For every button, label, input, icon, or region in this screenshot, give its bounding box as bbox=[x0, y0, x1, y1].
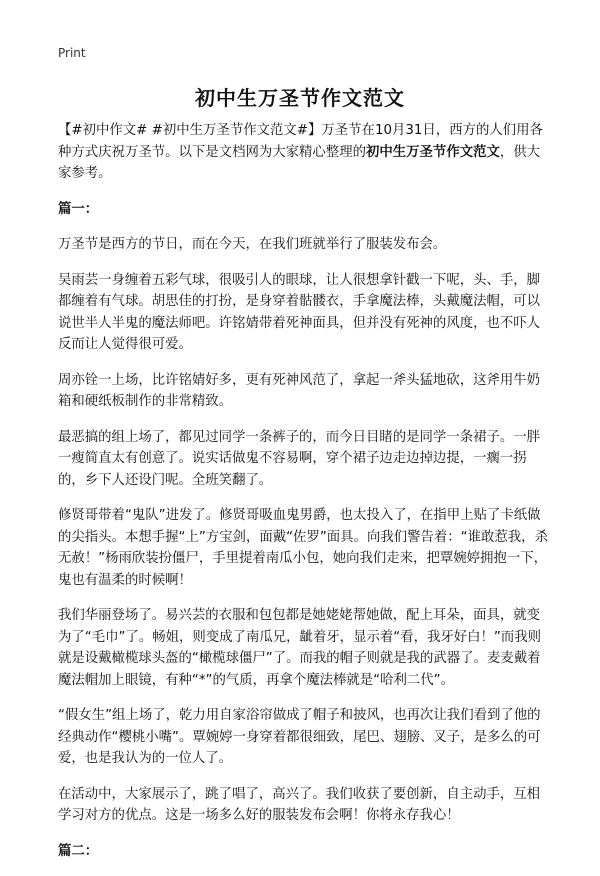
section-heading: 篇一： bbox=[58, 201, 99, 217]
paragraph: 修贤哥带着“鬼队”进发了。修贤哥吸血鬼男爵，也太投入了，在指甲上贴了卡纸做的尖指头。本想手握“上”方宝剑，面戴“佐罗”面具。向我们警告着：“谁敢惹我，杀无赦！”杨雨欣装扮僵尸，手里提着南瓜小包，她向我们走来，把覃婉婷拥抱一下，鬼也有温柔的时候啊！ bbox=[58, 508, 548, 588]
paragraph: 万圣节是西方的节日，而在今天，在我们班就举行了服装发布会。 bbox=[58, 237, 447, 252]
paragraph: “假女生”组上场了，乾力用自家浴帘做成了帽子和披风，也再次让我们看到了他的经典动作“樱桃小嘴”。覃婉婷一身穿着都很细致，尾巴、翅膀、叉子，是多么的可爱，也是我认为的一位人了。 bbox=[58, 708, 541, 766]
intro-bold-phrase: 初中生万圣节作文范文 bbox=[365, 144, 500, 160]
paragraph: 吴雨芸一身缠着五彩气球，很吸引人的眼球，让人很想拿针戳一下呢，头、手，脚都缠着有气球。胡思佳的打扮，是身穿着骷髅衣，手拿魔法棒，头戴魔法帽，可以说世半人半鬼的魔法师吧。许铭婧带着死神面具，但并没有死神的风度，也不吓人反而让人觉得很可爱。 bbox=[58, 272, 541, 352]
intro-text: 万圣节在10月31日，西方的人们用各种方式庆祝万圣节。以下是文档网为大家精心整理的 bbox=[58, 123, 543, 160]
intro-text-end: ，供大家参考。 bbox=[58, 144, 541, 181]
paragraph: 我们华丽登场了。易兴芸的衣服和包包都是她姥姥帮她做，配上耳朵，面具，就变为了“毛巾”了。畅姐，则变成了南瓜兄，龇着牙，显示着“看，我牙好白！”而我则就是设戴橄榄球头盔的“橄榄球僵尸”了。而我的帽子则就是我的武器了。麦麦戴着魔法帽加上眼镜，有种“*”的气质，再拿个魔法棒就是“哈利二代”。 bbox=[58, 608, 542, 688]
page-title: 初中生万圣节作文范文 bbox=[195, 86, 405, 110]
paragraph: 周亦铨一上场，比许铭婧好多，更有死神风范了，拿起一斧头猛地砍，这斧用牛奶箱和硬纸板制作的非常精致。 bbox=[58, 372, 541, 409]
paragraph: 在活动中，大家展示了，跳了唱了，高兴了。我们收获了要创新，自主动手，互相学习对方的优点。这是一场多么好的服装发布会啊！你将永存我心！ bbox=[58, 786, 541, 823]
intro-paragraph bbox=[58, 120, 548, 185]
print-link[interactable]: Print bbox=[58, 46, 86, 60]
section-heading: 篇二： bbox=[58, 843, 99, 859]
article-body bbox=[58, 120, 548, 876]
intro-tags: 【#初中作文# #初中生万圣节作文范文#】 bbox=[58, 123, 322, 138]
paragraph: 最恶搞的组上场了，都见过同学一条裤子的，而今日目睹的是同学一条裙子。一胖一瘦简直太有创意了。说实话做鬼不容易啊，穿个裙子边走边掉边提，一瘸一拐的，乡下人还设门呢。全班笑翻了。 bbox=[58, 429, 541, 488]
